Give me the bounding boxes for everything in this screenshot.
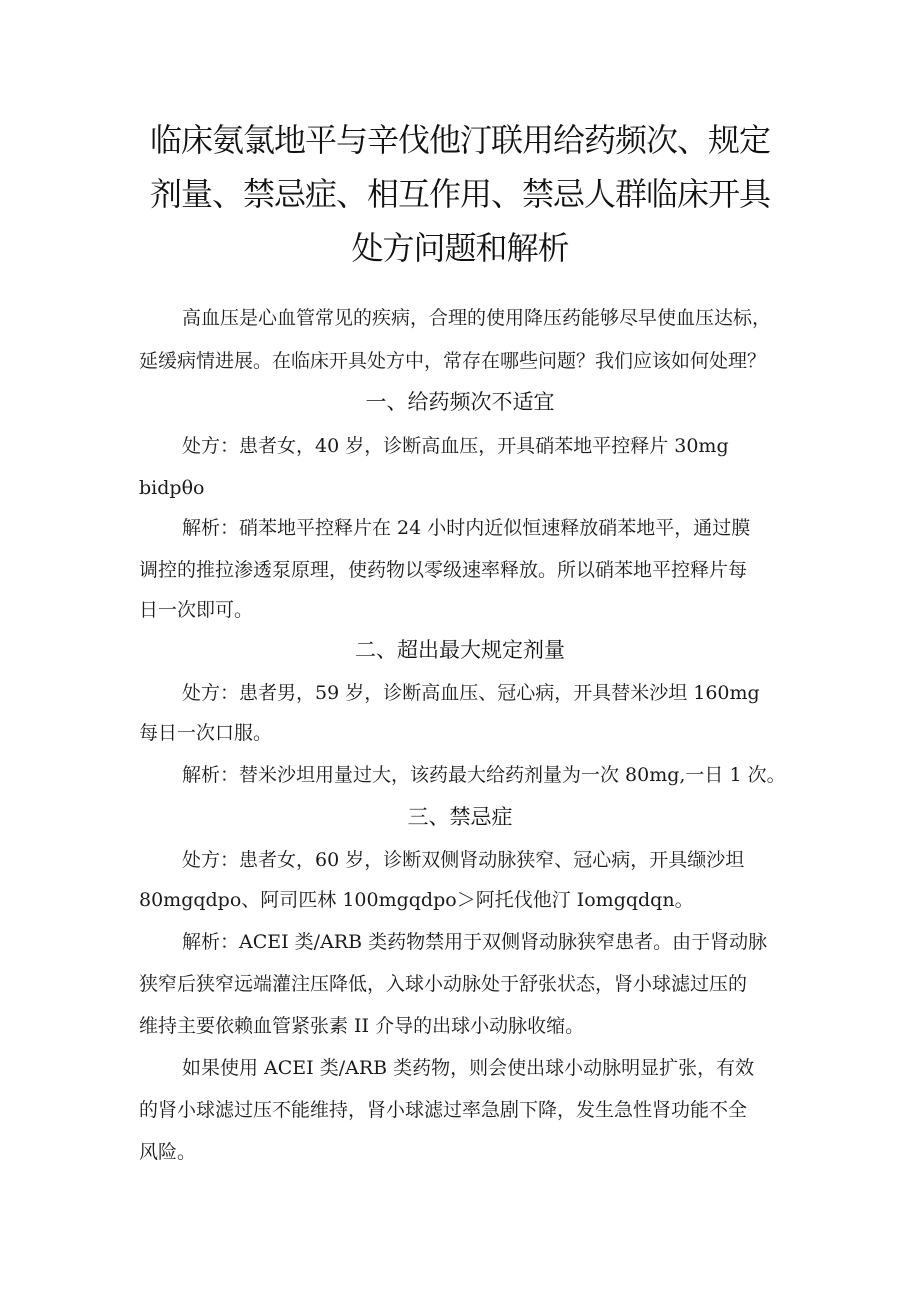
section-2-prescription-line-2: 每日一次口服。 <box>139 722 273 744</box>
section-1-analysis-line-1: 解析：硝苯地平控释片在 24 小时内近似恒速释放硝苯地平，通过膜 <box>182 517 751 539</box>
document-title: 临床氨氯地平与辛伐他汀联用给药频次、规定剂量、禁忌症、相互作用、禁忌人群临床开具处方问题和解析 <box>149 121 770 267</box>
section-heading-3: 三、禁忌症 <box>407 805 513 829</box>
section-3-analysis-line-2: 狭窄后狭窄远端灌注压降低，入球小动脉处于舒张状态，肾小球滤过压的 <box>139 973 748 995</box>
section-3-analysis-line-3: 维持主要依赖血管紧张素 II 介导的出球小动脉收缩。 <box>139 1015 585 1037</box>
section-3-analysis-line-1: 解析：ACEI 类/ARB 类药物禁用于双侧肾动脉狭窄患者。由于肾动脉 <box>182 931 768 953</box>
section-3-prescription-line-2: 80mgqdpo、阿司匹林 100mgqdpo＞阿托伐他汀 Iomgqdqn。 <box>139 889 694 911</box>
section-3-note-line-2: 的肾小球滤过压不能维持，肾小球滤过率急剧下降，发生急性肾功能不全 <box>139 1099 748 1121</box>
section-heading-2: 二、超出最大规定剂量 <box>355 638 565 662</box>
section-2-analysis-line-1: 解析：替米沙坦用量过大，该药最大给药剂量为一次 80mg,一日 1 次。 <box>182 764 786 786</box>
intro-line-1: 高血压是心血管常见的疾病，合理的使用降压药能够尽早使血压达标， <box>182 307 772 329</box>
section-1-prescription-line-1: 处方：患者女，40 岁，诊断高血压，开具硝苯地平控释片 30mg <box>182 435 729 457</box>
section-2-prescription-line-1: 处方：患者男，59 岁，诊断高血压、冠心病，开具替米沙坦 160mg <box>182 682 760 704</box>
section-3-note-line-1: 如果使用 ACEI 类/ARB 类药物，则会使出球小动脉明显扩张，有效 <box>182 1057 755 1079</box>
section-1-analysis-line-2: 调控的推拉渗透泵原理，使药物以零级速率释放。所以硝苯地平控释片每 <box>139 559 748 581</box>
section-1-analysis-line-3: 日一次即可。 <box>139 599 254 621</box>
section-3-note-line-3: 风险。 <box>139 1141 197 1163</box>
section-3-prescription-line-1: 处方：患者女，60 岁，诊断双侧肾动脉狭窄、冠心病，开具缬沙坦 <box>182 849 745 871</box>
section-1-prescription-line-2: bidpθo <box>139 477 205 499</box>
intro-line-2: 延缓病情进展。在临床开具处方中，常存在哪些问题？我们应该如何处理？ <box>139 350 767 372</box>
section-heading-1: 一、给药频次不适宜 <box>365 390 555 414</box>
